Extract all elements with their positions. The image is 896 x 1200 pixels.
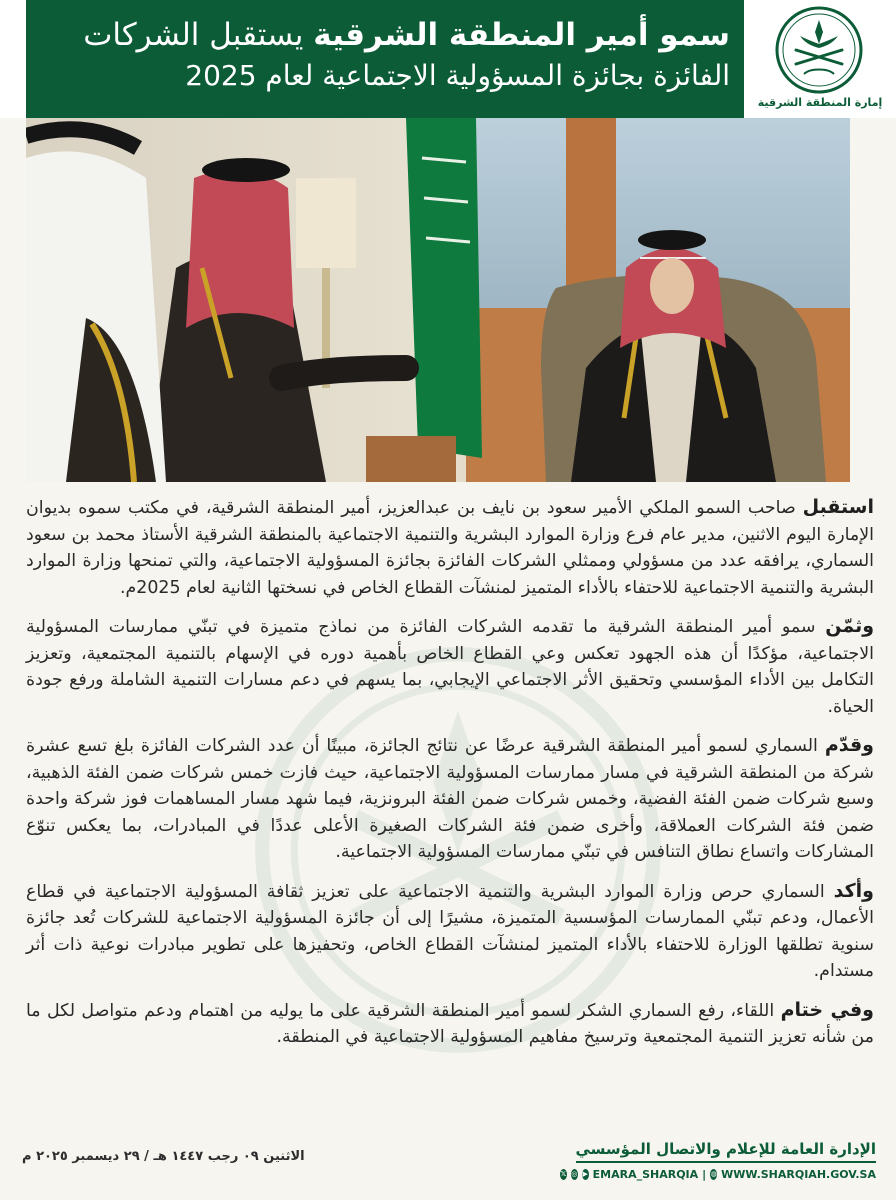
paragraph-text: سمو أمير المنطقة الشرقية ما تقدمه الشركات الفائزة من نماذج متميزة في تبنّي ممارسات المسؤولية الاجتماعية، مؤكدًا أن هذه الجهود تعكس وعي القطاع الخاص بأهمية دوره في الإسهام بالتنمية المجتمعية، وتعزيز التكامل بين الأداء المؤسسي وتحقيق الأثر الاجتماعي الإيجابي، بما يسهم في دعم مسارات التنمية الشاملة ورفع جودة الحياة.	[26, 617, 874, 717]
paragraph-lead: استقبل	[802, 496, 874, 518]
article-body	[26, 494, 874, 1154]
headline-subtitle: الفائزة بجائزة المسؤولية الاجتماعية لعام 2025	[185, 59, 730, 92]
headline-strong: سمو أمير المنطقة الشرقية	[313, 17, 730, 53]
publish-date: الاثنين ٠٩ رجب ١٤٤٧ هـ / ٢٩ ديسمبر ٢٠٢٥ م	[22, 1149, 305, 1164]
youtube-icon[interactable]: ▶	[582, 1170, 588, 1178]
globe-icon[interactable]: ◍	[710, 1170, 717, 1178]
website-link[interactable]: WWW.SHARQIAH.GOV.SA	[721, 1168, 876, 1181]
headline-rest: يستقبل الشركات	[83, 17, 304, 53]
x-icon[interactable]: 𝕏	[560, 1170, 567, 1178]
separator: |	[702, 1168, 707, 1181]
header	[0, 0, 896, 118]
title-band	[26, 0, 744, 118]
paragraph-text: السماري لسمو أمير المنطقة الشرقية عرضًا عن نتائج الجائزة، مبينًا أن عدد الشركات الفائزة بلغ تسع عشرة شركة من المنطقة الشرقية في مسار ممارسات المسؤولية الاجتماعية، حيث فازت خمس شركات ضمن الفئة الذهبية، وسبع شركات ضمن الفئة الفضية، وخمس شركات ضمن الفئة البرونزية، فيما شهد مسار المساهمات فوز شركة واحدة ضمن فئة الشركات العملاقة، وأخرى ضمن فئة الشركات الصغيرة الأعلى عددًا في المبادرات، بما يعكس تنوّع المشاركات واتساع نطاق التنافس في تبنّي ممارسات المسؤولية الاجتماعية.	[26, 736, 874, 862]
paragraph-text: السماري حرص وزارة الموارد البشرية والتنمية الاجتماعية على تعزيز ثقافة المسؤولية الاجتماعية في قطاع الأعمال، ودعم تبنّي الممارسات المؤسسية المتميزة، مشيرًا إلى أن جائزة المسؤولية الاجتماعية للشركات تُعد جائزة سنوية تطلقها الوزارة للاحتفاء بالأداء المتميز لمنشآت القطاع الخاص، وتحفيزها على تطوير مبادرات نوعية ذات أثر مستدام.	[26, 881, 874, 981]
paragraph	[26, 613, 874, 720]
paragraph	[26, 997, 874, 1051]
social-handle[interactable]: EMARA_SHARQIA	[592, 1168, 699, 1181]
instagram-icon[interactable]: ◎	[571, 1170, 578, 1178]
headline	[36, 14, 730, 56]
footer-credits	[560, 1140, 876, 1190]
department-name: الإدارة العامة للإعلام والاتصال المؤسسي	[575, 1140, 876, 1158]
meeting-photo-illustration	[26, 118, 850, 482]
paragraph	[26, 494, 874, 601]
saudi-emblem-icon	[760, 6, 878, 94]
paragraph-text: صاحب السمو الملكي الأمير سعود بن نايف بن عبدالعزيز، أمير المنطقة الشرقية، في مكتب سموه بديوان الإمارة اليوم الاثنين، مدير عام فرع وزارة الموارد البشرية والتنمية الاجتماعية بالمنطقة الشرقية الأستاذ محمد بن سعود السماري، يرافقه عدد من مسؤولي وممثلي الشركات الفائزة بجائزة المسؤولية الاجتماعية، والتي تمنحها وزارة الموارد البشرية والتنمية الاجتماعية للاحتفاء بالأداء المتميز لمنشآت القطاع الخاص في نسختها الثانية لعام 2025م.	[26, 498, 874, 598]
paragraph	[26, 878, 874, 985]
emblem-box	[744, 0, 896, 118]
paragraph	[26, 732, 874, 866]
social-links	[560, 1168, 876, 1181]
paragraph-lead: وثمّن	[825, 615, 875, 637]
paragraph-lead: وأكد	[833, 879, 874, 902]
paragraph-text: اللقاء، رفع السماري الشكر لسمو أمير المنطقة الشرقية على ما يوليه من اهتمام ودعم متواصل لكل ما من شأنه تعزيز التنمية المجتمعية وترسيخ مفاهيم المسؤولية الاجتماعية في المنطقة.	[26, 1000, 874, 1047]
meeting-photo	[26, 118, 850, 482]
emblem-caption: إمارة المنطقة الشرقية	[757, 96, 883, 109]
paragraph-lead: وفي ختام	[780, 998, 874, 1021]
paragraph-lead: وقدّم	[824, 734, 874, 756]
divider	[576, 1161, 876, 1163]
